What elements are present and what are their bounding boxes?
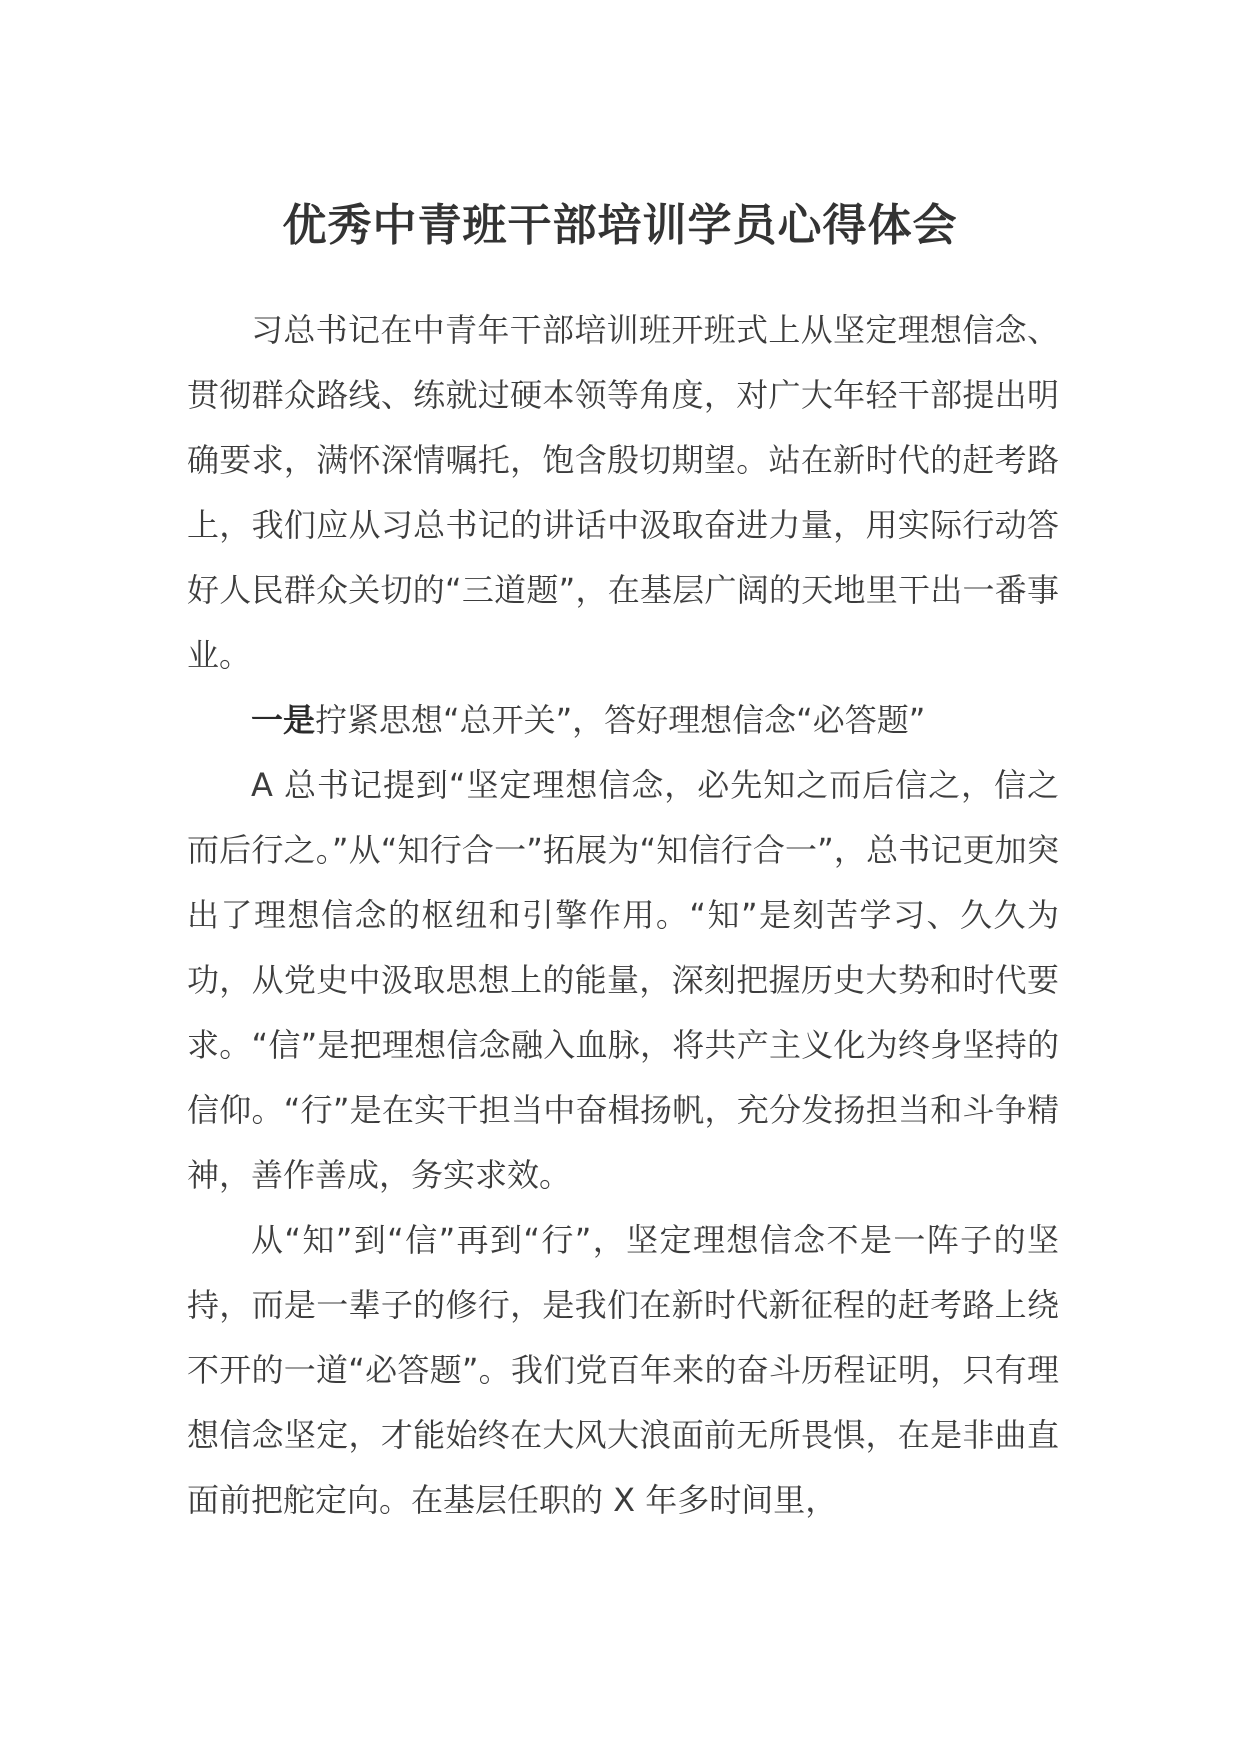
intro-paragraph: 习总书记在中青年干部培训班开班式上从坚定理想信念、贯彻群众路线、练就过硬本领等角度，对广大年轻干部提出明确要求，满怀深情嘱托，饱含殷切期望。站在新时代的赶考路上，我们应从习总书记的讲话中汲取奋进力量，用实际行动答好人民群众关切的“三道题”，在基层广阔的天地里干出一番事业。 <box>187 311 1059 674</box>
section-heading-1 <box>187 688 1059 753</box>
body-paragraph-2: A 总书记提到“坚定理想信念，必先知之而后信之，信之而后行之。”从“知行合一”拓展为“知信行合一”，总书记更加突出了理想信念的枢纽和引擎作用。“知”是刻苦学习、久久为功，从党史中汲取思想上的能量，深刻把握历史大势和时代要求。“信”是把理想信念融入血脉，将共产主义化为终身坚持的信仰。“行”是在实干担当中奋楫扬帆，充分发扬担当和斗争精神，善作善成，务实求效。 <box>187 766 1059 1194</box>
section-heading-text: 拧紧思想“总开关”，答好理想信念“必答题” <box>315 701 926 739</box>
section-lead-label: 一是 <box>251 701 316 739</box>
document-title: 优秀中青班干部培训学员心得体会 <box>282 200 958 251</box>
document-body <box>187 298 1059 1533</box>
body-paragraph-3: 从“知”到“信”再到“行”，坚定理想信念不是一阵子的坚持，而是一辈子的修行，是我们在新时代新征程的赶考路上绕不开的一道“必答题”。我们党百年来的奋斗历程证明，只有理想信念坚定，才能始终在大风大浪面前无所畏惧，在是非曲直面前把舵定向。在基层任职的 X 年多时间里， <box>187 1221 1059 1519</box>
